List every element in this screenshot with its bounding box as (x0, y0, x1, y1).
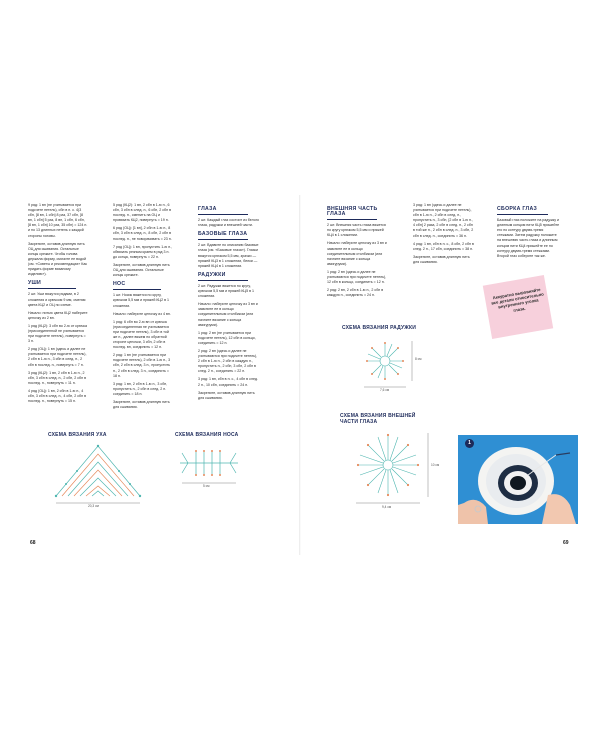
assembly-photo (458, 435, 578, 524)
text-paragraph: 5 ряд (КЦ2): 1 вп, 2 сбн в 1-ю п., 6 сбн, 3 сбн в след. п., 6 сбн, 2 сбн в послед. п., сменить на ОЦ и провязать КЦ2, повернуть = 19 п. (113, 203, 172, 223)
heading-iris: РАДУЖКИ (198, 271, 226, 278)
ear-diagram (48, 440, 148, 510)
left-column-3 (198, 203, 260, 404)
text-paragraph: 3 ряд: 1 вп, сбн в п. с., 4 сбн в след. 2 п., 10 сбн, соединить = 24 п. (198, 377, 258, 387)
text-paragraph: Закрепите, оставив длинную нить ОЦ для сшивания. Остальные концы срежьте. Чтобы голова держала форму, смочите ее водой (см. «Советы и рекомендации» Как придать форме вязаному изделию»). (28, 241, 87, 277)
heading-rule (198, 239, 248, 240)
text-paragraph: 6 ряд (ОЦ): [1 вп], 2 сбн в 1-ю п., 8 сбн, 3 сбн в след. п., 8 сбн, 2 сбн в послед. п., не поворачивать = 23 п. (113, 226, 172, 241)
text-paragraph: 2 ряд: 1 вп (не учитывается при подсчете петель), 2 сбн в 1-ю п., 3 сбн, 2 сбн в след. 3 п., пропустить п., 2 сбн в след. 3 п., соединить = 18 п. (113, 353, 171, 378)
heading-assembly: СБОРКА ГЛАЗ (497, 206, 538, 212)
heading-rule (497, 214, 548, 215)
heading-ears: УШИ (28, 280, 42, 287)
text-paragraph: 2 шт. Уши вяжутся рядами, в 2 сложения и крючком 9 мм, сменяя цвета КЦ2 и ОЦ по схеме. (28, 292, 86, 307)
assembly-photo-image (458, 435, 578, 524)
text-paragraph: Начало: нитью цвета КЦ2 наберите цепочку из 2 вп. (28, 310, 88, 320)
text-paragraph: 3 ряд (КЦ2): 1 вп, 2 сбн в 1-ю п., 2 сбн, 3 сбн в след. п., 2 сбн, 2 сбн в послед. п., повернуть = 11 п. (28, 370, 87, 385)
outer-eye-diagram-width: 9,4 см (382, 505, 392, 509)
text-paragraph: 1 ряд: 2 вп (здесь и далее не учитываются при подсчете петель), 12 сбн в кольцо, соединить = 12 п. (327, 269, 387, 285)
outer-eye-diagram-height: 10 см (431, 463, 440, 467)
text-paragraph: 1 шт. Носик вяжется по кругу, крючком 5,5 мм и пряжей КЦ2 в 1 сложении. (113, 293, 169, 308)
right-column-2 (413, 203, 475, 268)
text-paragraph: Закрепите, оставив длинную нить для сшивания. (113, 400, 170, 410)
text-paragraph: 2 ряд: 2 вп (здесь и далее не учитываются при подсчете петель), 2 сбн в 1-ю п., 2 сбн в каждую п., пропустить п., 2 сбн, 3 сбн, 2 сбн в след. 2 п., соединить = 22 п. (198, 348, 258, 374)
text-paragraph: 2 ряд (ОЦ): 1 вп (здесь и далее не учитывается при подсчете петель), 2 сбн в 1-ю п., 3 сбн в след. п., 2 сбн в послед. п., повернуть = 7 п. (28, 347, 87, 367)
text-paragraph: 2 ряд: 2 вп, 2 сбн в 1-ю п., 2 сбн в каждую п., соединить = 24 п. (327, 288, 384, 298)
text-paragraph: Закрепите, оставив длинную нить для сшивания. (413, 254, 470, 264)
heading-outer-eye: ВНЕШНЯЯ ЧАСТЬ ГЛАЗА (327, 206, 378, 218)
diagram-title-iris: СХЕМА ВЯЗАНИЯ РАДУЖКИ (342, 325, 417, 331)
heading-nose: НОС (113, 281, 126, 288)
heading-rule (28, 288, 76, 289)
text-paragraph: Закрепите, оставив длинную нить ОЦ для сшивания. Остальные концы срежьте. (113, 262, 170, 278)
text-paragraph: 4 ряд (ОЦ): 1 вп, 2 сбн в 1-ю п., 4 сбн, 3 сбн в след. п., 4 сбн, 2 сбн в послед. п., повернуть = 15 п. (28, 388, 87, 404)
text-paragraph: Начало: наберите цепочку из 3 вп и замкните ее в кольцо соединительным столбиком (или начните вязание с кольца амигуруми). (198, 302, 258, 327)
text-paragraph: 2 шт. Вдавите по описанию базовые глаза (см. «Базовые глаза»). Глазки вяжутся крючком 5,5 мм, зрачки — пряжей КЦ3 в 1 сложении, белки — пряжей КЦ4 в 1 сложении. (198, 243, 259, 268)
text-paragraph: 4 ряд: 1 вп, сбн в п. с., 8 сбн, 2 сбн в след. 2 п., 17 сбн, соединить = 38 п. (413, 241, 474, 251)
page-number-right: 69 (563, 540, 569, 546)
text-paragraph: Закрепите, оставив длинную нить для сшивания. (198, 390, 255, 400)
text-paragraph: 9 ряд: 1 вп (не учитывается при подсчете петель), сбн в п. с. 4(3 сбн, [8 вп, 1 сбн] 8 раз, 37 сбн, [8 вп, 1 сбн] 5 раз, 8 вп, 1 сбн, 6 сбн, [8 вп, 1 сбн] 10 раз, 35 сбн) = 124 п. и по 13 длинных петель с каждой стороны головы. (28, 203, 88, 238)
nose-diagram-dimension: 5 см (203, 484, 210, 488)
heading-rule (198, 280, 248, 281)
left-column-1 (28, 203, 88, 407)
iris-diagram-width: 7,6 см (380, 388, 390, 392)
diagram-title-ear: СХЕМА ВЯЗАНИЯ УХА (48, 432, 107, 438)
diagram-title-nose: СХЕМА ВЯЗАНИЯ НОСА (175, 432, 239, 438)
photo-step-badge: 1 (465, 439, 474, 448)
iris-diagram-height: 8 см (415, 357, 422, 361)
text-paragraph: Базовый глаз положите на радужку и длинным концом нити КЦ5 пришейте его по контуру двумя-тремя стежками. Затем радужку положите на внешнюю часть глаза и длинным концом нити КЦ4 пришейте ее по контуру двумя-тремя стежками. Второй глаз соберите так же. (497, 218, 560, 258)
iris-diagram (350, 335, 420, 391)
nose-diagram (178, 443, 240, 487)
ear-diagram-dimension: 20,3 см (88, 504, 99, 508)
text-paragraph: Начало: наберите цепочку из 3 вп и замкните ее в кольцо соединительным столбиком (или начните вязание с кольца амигуруми). (327, 241, 387, 266)
text-paragraph: 1 ряд: 2 вп (не учитывается при подсчете петель), 12 сбн в кольцо, соединить = 12 п. (198, 330, 256, 345)
book-gutter (299, 195, 301, 555)
outer-eye-diagram (346, 429, 436, 509)
text-paragraph: 3 ряд: 1 вп (здесь и далее не учитывается при подсчете петель), сбн в 1-ю п., 2 сбн в след. п., пропустить п., 3 сбн, [2 сбн в 1-ю п., 4 сбн] 2 раза, 2 сбн в след. п., 2 сбн в той же п., 2 сбн в след. п., 3 сбн, 2 сбн в след. п., соединить = 36 п. (413, 203, 474, 238)
text-paragraph: 7 ряд (ОЦ): 1 вп, пропустить 1-ю п., обвязать резным краем в ряд 3 п. до конца, повернуть = 22 п. (113, 244, 173, 259)
text-paragraph: 2 шт. Радужки вяжется по кругу, крючком 5,5 мм и пряжей КЦ5 в 1 сложении. (198, 283, 254, 299)
heading-base-eyes: БАЗОВЫЕ ГЛАЗА (198, 231, 248, 238)
diagram-title-outer-eye: СХЕМА ВЯЗАНИЯ ВНЕШНЕЙ ЧАСТИ ГЛАЗА (340, 413, 416, 425)
text-paragraph: 1 ряд (КЦ2): 3 сбн во 2-ю от крючка (присоединенной не учитывается при подсчете петель), повернуть = 3 п. (28, 323, 88, 344)
left-column-2 (113, 203, 173, 413)
book-spread (0, 195, 600, 555)
page-number-left: 68 (30, 540, 36, 546)
right-column-3 (497, 203, 561, 262)
right-column-1 (327, 203, 389, 301)
tip-note-text: Аккуратно выровняйте все детали относительно внутреннего уголка глаза. (490, 286, 545, 313)
heading-rule (327, 219, 377, 220)
heading-eyes: ГЛАЗА (198, 206, 217, 212)
heading-rule (198, 214, 248, 215)
text-paragraph: 2 шт. Внешняя часть глаза вяжется по кругу крючком 5,5 мм и пряжей КЦ4 в 1 сложении. (327, 223, 386, 238)
text-paragraph: Начало: наберите цепочку из 4 вп. (113, 311, 171, 316)
text-paragraph: 3 ряд: 1 вп, 2 сбн в 1-ю п., 3 сбн, пропустить п., 2 сбн в след. 2 п. соединить = 18 п. (113, 381, 168, 396)
text-paragraph: 1 ряд: 6 сбн во 2-ю вп от крючка (присоединенная не учитывается при подсчете петель), 3 сбн в той же п., далее вяжем по обратной стороне цепочки, 3 сбн, 2 сбн в послед. вп, соединить = 12 п. (113, 319, 169, 350)
text-paragraph: 2 шт. Каждый глаз состоит из белого глаза, радужки и внешней части. (198, 218, 260, 228)
heading-rule (113, 289, 161, 290)
